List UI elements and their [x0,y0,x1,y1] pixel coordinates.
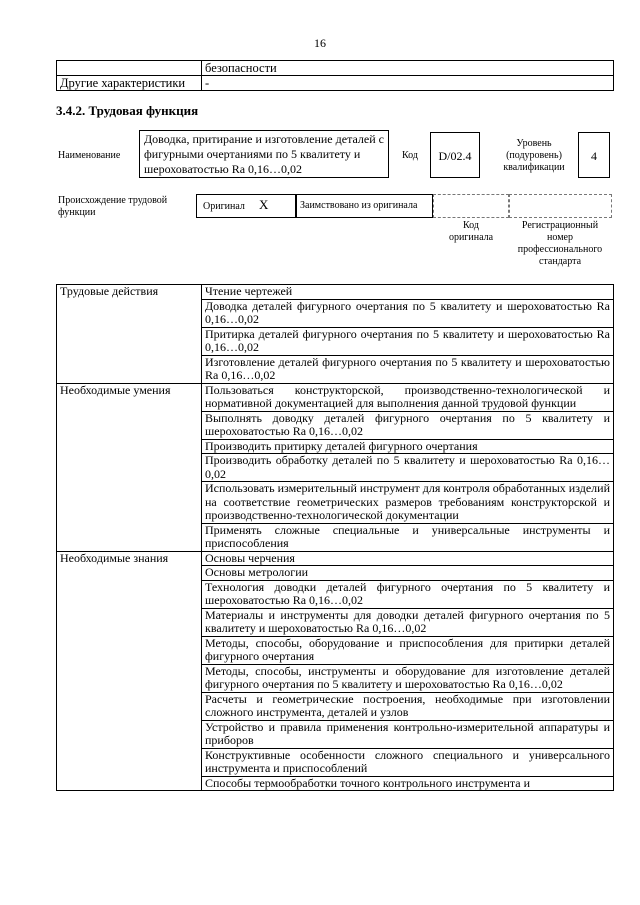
list-item: Основы метрологии [202,566,614,581]
reg-number-label: Регистрационный номер профессионального стандарта [517,220,603,267]
table-cell: - [202,76,614,91]
list-item: Методы, способы, оборудование и приспособления для притирки деталей фигурного очертания [202,636,614,664]
code-original-label: Код оригинала [448,220,494,243]
function-details-table [56,284,614,791]
reg-number-box [509,194,612,218]
list-item: Доводка деталей фигурного очертания по 5 квалитету и шероховатостью Ra 0,16…0,02 [202,299,614,327]
function-code-box: D/02.4 [430,132,480,178]
list-item: Изготовление деталей фигурного очертания по 5 квалитету и шероховатостью Ra 0,16…0,02 [202,355,614,383]
list-item: Выполнять доводку деталей фигурного очертания по 5 квалитету и шероховатостью Ra 0,16…0,02 [202,411,614,439]
borrowed-label: Заимствовано из оригинала [300,200,418,211]
list-item: Материалы и инструменты для доводки деталей фигурного очертания по 5 квалитету и шероховатостью Ra 0,16…0,02 [202,608,614,636]
page-number: 16 [314,36,326,50]
list-item: Чтение чертежей [202,285,614,300]
list-item: Расчеты и геометрические построения, необходимые при изготовлении сложного инструмента, деталей и узлов [202,692,614,720]
code-label: Код [402,150,418,161]
list-item: Технология доводки деталей фигурного очертания по 5 квалитету и шероховатостью Ra 0,16…0,02 [202,580,614,608]
group-title: Необходимые умения [57,383,202,551]
code-original-box [433,194,509,218]
list-item: Устройство и правила применения контрольно-измерительной аппаратуры и приборов [202,720,614,748]
name-label: Наименование [58,150,121,161]
original-label: Оригинал [203,201,245,212]
group-title: Трудовые действия [57,285,202,384]
list-item: Способы термообработки точного контрольного инструмента и [202,776,614,791]
group-title: Необходимые знания [57,551,202,791]
function-name-box: Доводка, притирание и изготовление деталей с фигурными очертаниями по 5 квалитету и шероховатостью Ra 0,16…0,02 [139,130,389,178]
list-item: Производить притирку деталей фигурного очертания [202,439,614,454]
table-cell: Другие характеристики [57,76,202,91]
table-row [57,76,614,91]
original-mark: X [259,197,269,212]
table-cell [57,61,202,76]
table-row [57,551,614,566]
table-row [57,383,614,411]
list-item: Основы черчения [202,551,614,566]
list-item: Пользоваться конструкторской, производственно-технологической и нормативной документацией для выполнения данной трудовой функции [202,383,614,411]
other-characteristics-table [56,60,614,91]
level-label: Уровень (подуровень) квалификации [503,138,565,173]
origin-label: Происхождение трудовой функции [58,195,168,218]
table-cell: безопасности [202,61,614,76]
list-item: Притирка деталей фигурного очертания по 5 квалитету и шероховатостью Ra 0,16…0,02 [202,327,614,355]
list-item: Применять сложные специальные и универсальные инструменты и приспособления [202,523,614,551]
table-row [57,61,614,76]
list-item: Производить обработку деталей по 5 квалитету и шероховатостью Ra 0,16…0,02 [202,454,614,482]
borrowed-box [296,194,433,218]
original-box [196,194,296,218]
table-row [57,285,614,300]
list-item: Методы, способы, инструменты и оборудование для изготовление деталей фигурного очертания по 5 квалитету и шероховатостью Ra 0,16…0,02 [202,664,614,692]
list-item: Использовать измерительный инструмент для контроля обработанных изделий на соответствие геометрических размеров требованиям конструкторской и производственно-технологической документации [202,482,614,524]
level-value-box: 4 [578,132,610,178]
list-item: Конструктивные особенности сложного специального и универсального инструмента и приспособлений [202,748,614,776]
section-title: 3.4.2. Трудовая функция [56,103,199,118]
